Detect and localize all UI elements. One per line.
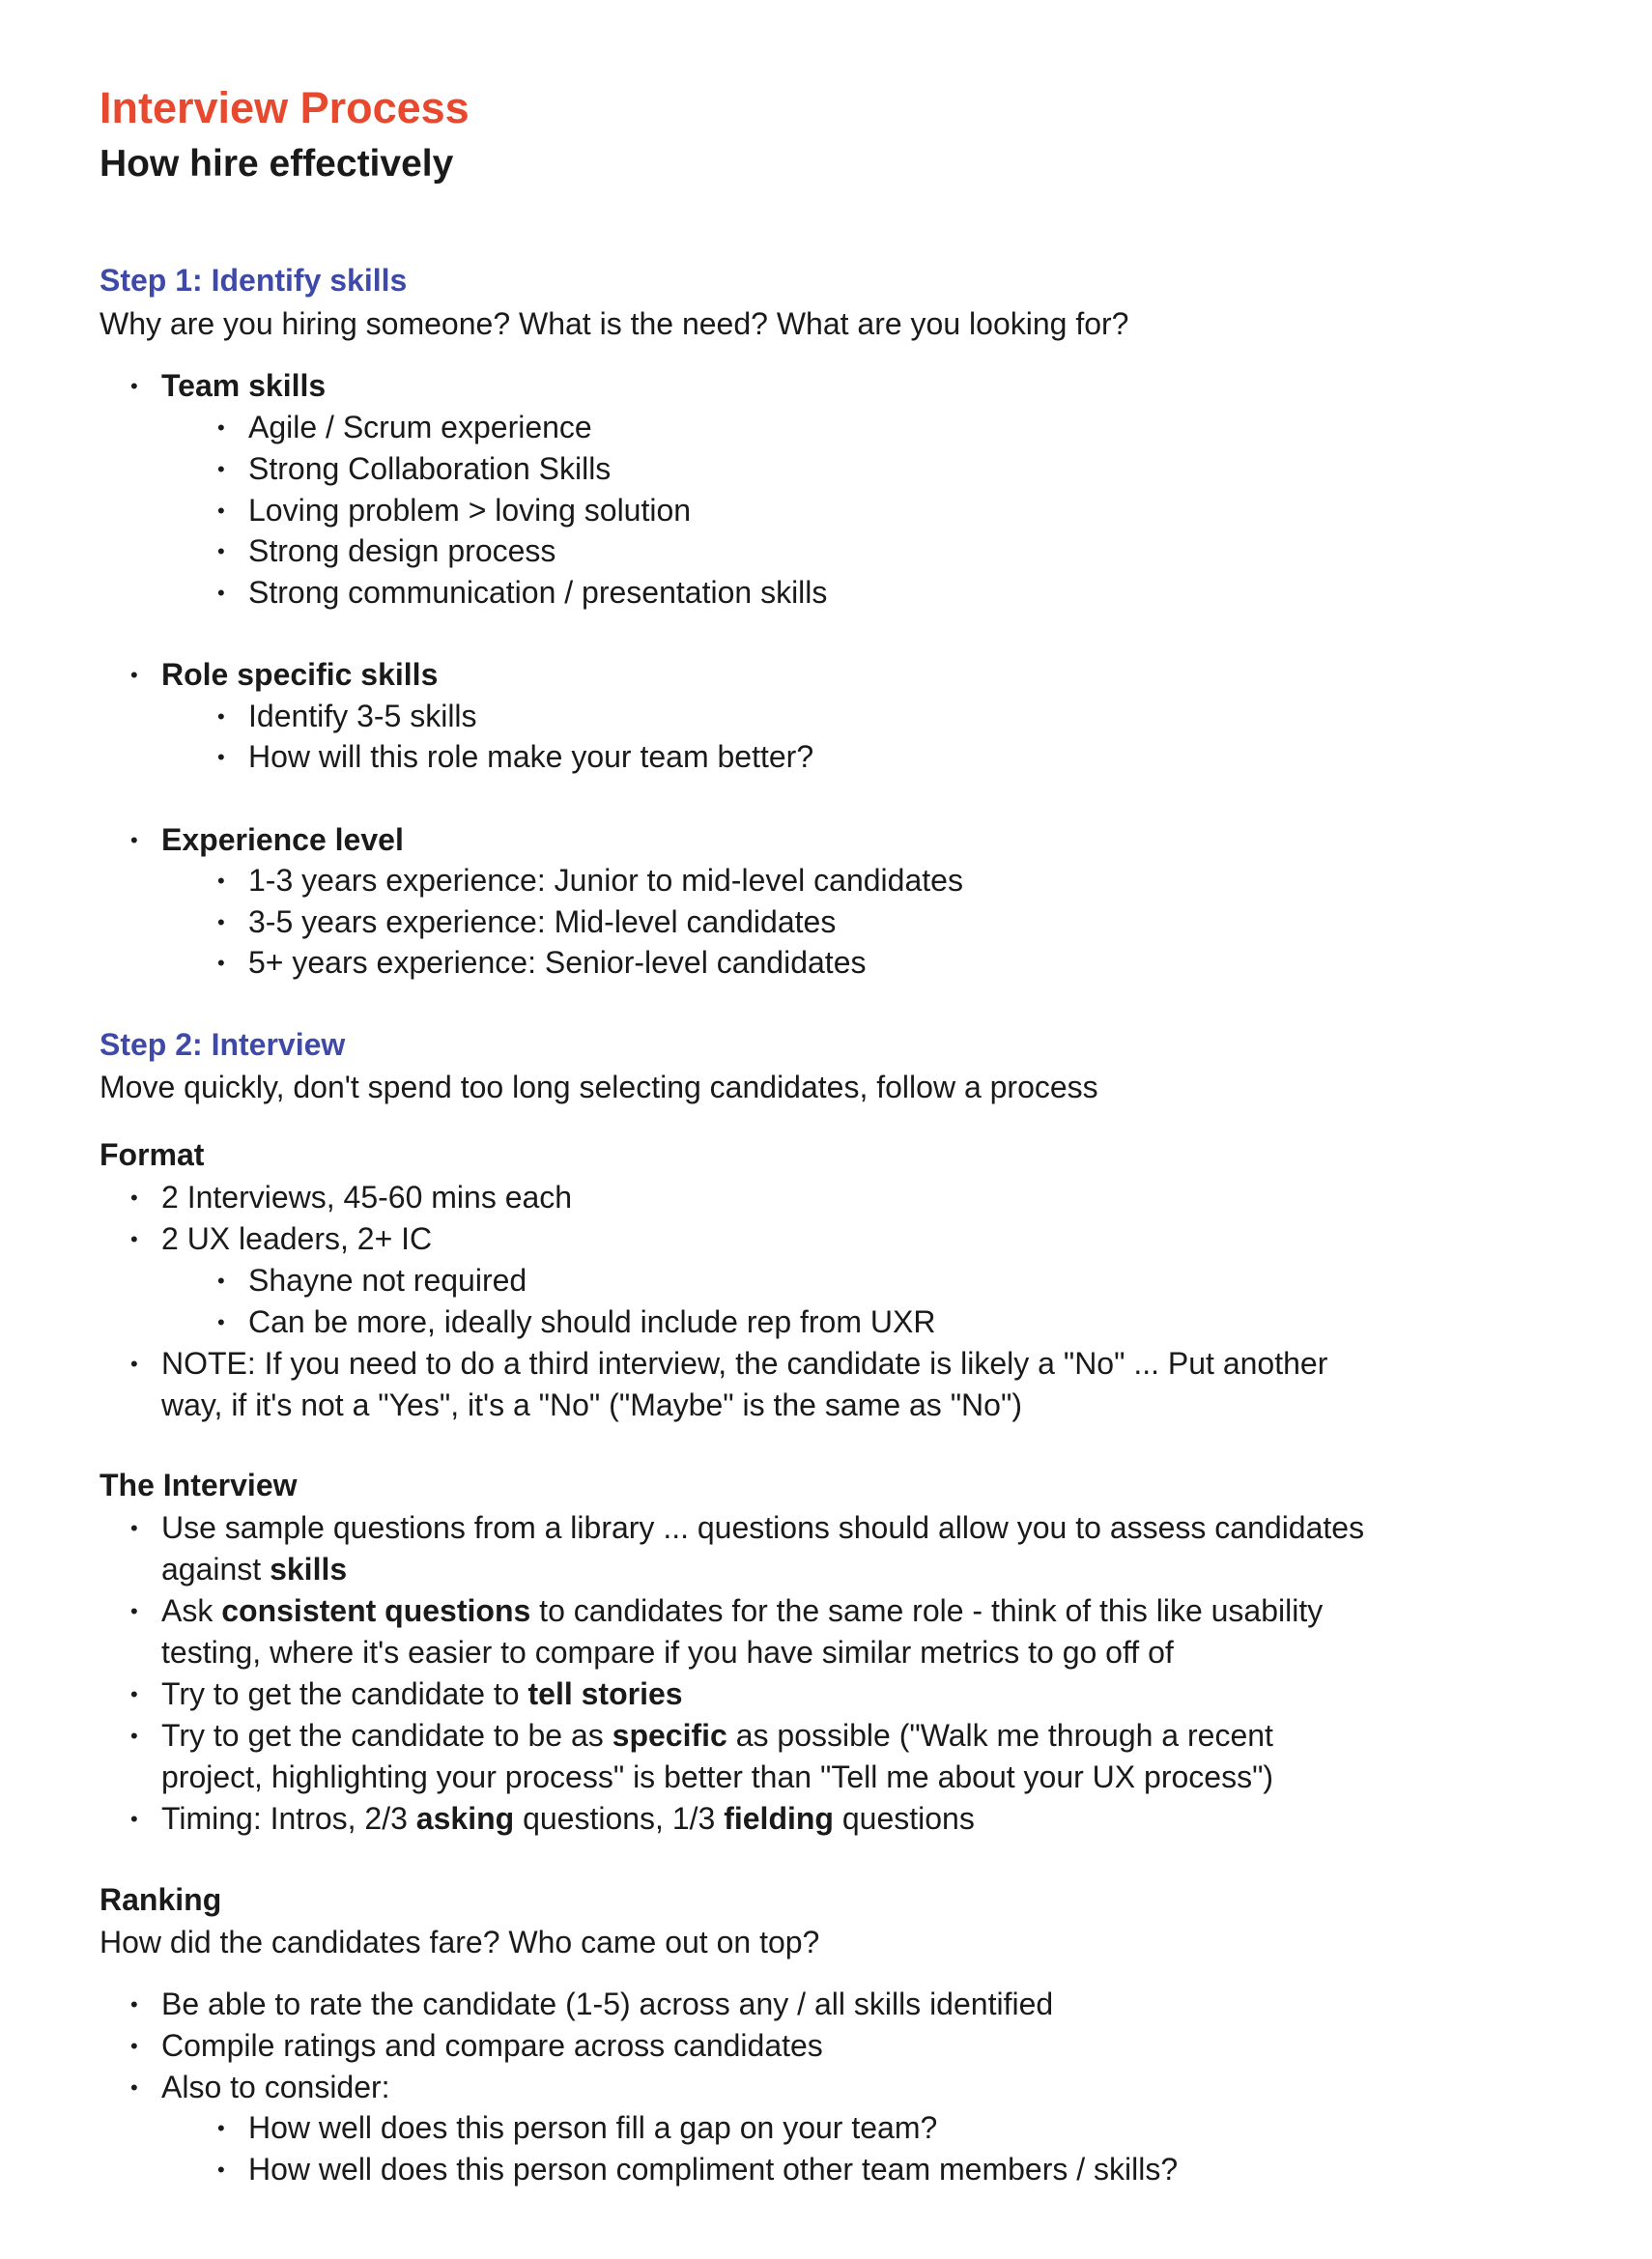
step2-intro: Move quickly, don't spend too long selecting candidates, follow a process [100, 1070, 1098, 1104]
list-item-text: Compile ratings and compare across candidates [161, 2028, 823, 2063]
list-item-text: Agile / Scrum experience [248, 410, 592, 444]
list-item-text: Shayne not required [248, 1263, 527, 1298]
page-subtitle: How hire effectively [100, 143, 454, 185]
format-heading: Format [100, 1137, 205, 1172]
list-item-text: 1-3 years experience: Junior to mid-level candidates [248, 863, 963, 898]
bullet-icon: • [130, 1992, 138, 2016]
list-item [217, 448, 1408, 490]
bullet-icon: • [130, 1186, 138, 1210]
bullet-icon: • [130, 1516, 138, 1540]
list-item [217, 1260, 1408, 1301]
step1-intro: Why are you hiring someone? What is the need? What are you looking for? [100, 306, 1129, 341]
note-line-1: NOTE: If you need to do a third interview, the candidate is likely a "No" ... Put another [161, 1346, 1328, 1381]
list-item-text: Also to consider: [161, 2070, 390, 2104]
list-item-text: Be able to rate the candidate (1-5) across any / all skills identified [161, 1987, 1054, 2021]
list-item-text: 3-5 years experience: Mid-level candidates [248, 904, 837, 939]
bullet-icon: • [130, 1227, 138, 1251]
list-item [217, 530, 1408, 572]
list-item [130, 2025, 1398, 2067]
bold-text: skills [270, 1552, 348, 1587]
bullet-icon: • [217, 2116, 225, 2140]
list-item [217, 1301, 1408, 1343]
list-item-text: 5+ years experience: Senior-level candidates [248, 945, 867, 980]
bullet-icon: • [217, 2158, 225, 2182]
interview-item-library [130, 1507, 1398, 1590]
list-item [217, 860, 1408, 901]
bullet-icon: • [217, 457, 225, 481]
list-item-text: Strong design process [248, 533, 556, 568]
bullet-icon: • [130, 828, 138, 852]
the-interview-heading: The Interview [100, 1468, 298, 1502]
list-item-text: Identify 3-5 skills [248, 699, 477, 733]
list-item-text: How will this role make your team better? [248, 739, 814, 774]
list-item [217, 572, 1408, 614]
list-item [217, 2149, 1408, 2190]
step2-heading: Step 2: Interview [100, 1027, 346, 1062]
step1-heading: Step 1: Identify skills [100, 263, 408, 298]
bullet-icon: • [130, 2075, 138, 2100]
experience-level-item [130, 819, 1398, 861]
bullet-icon: • [217, 704, 225, 729]
bold-text: specific [612, 1718, 727, 1753]
bullet-icon: • [130, 663, 138, 687]
list-item-text: Use sample questions from a library ... questions should allow you to assess candidates [161, 1510, 1365, 1545]
list-item [217, 942, 1408, 984]
list-item-text: 2 Interviews, 45-60 mins each [161, 1180, 573, 1215]
bold-text: asking [415, 1801, 515, 1836]
bullet-icon: • [130, 1599, 138, 1623]
team-skills-label: Team skills [161, 368, 327, 403]
bold-text: consistent questions [221, 1593, 531, 1628]
list-item-text: Ask [161, 1593, 222, 1628]
bullet-icon: • [217, 499, 225, 523]
list-item [217, 736, 1408, 778]
ranking-heading: Ranking [100, 1882, 222, 1917]
list-item-text: Strong communication / presentation skills [248, 575, 828, 610]
list-item-text: testing, where it's easier to compare if you have similar metrics to go off of [161, 1635, 1174, 1670]
list-item-text: Try to get the candidate to [161, 1676, 528, 1711]
list-item-text: 2 UX leaders, 2+ IC [161, 1221, 433, 1256]
bullet-icon: • [217, 581, 225, 605]
list-item-text: questions, 1/3 [514, 1801, 725, 1836]
format-note-item [130, 1343, 1398, 1426]
list-item-text: as possible ("Walk me through a recent [726, 1718, 1273, 1753]
list-item-text: against [161, 1552, 271, 1587]
list-item-text: Can be more, ideally should include rep from UXR [248, 1304, 936, 1339]
bullet-icon: • [217, 951, 225, 975]
bold-text: tell stories [527, 1676, 683, 1711]
bullet-icon: • [217, 1269, 225, 1293]
list-item [130, 1218, 1398, 1260]
team-skills-item [130, 365, 1398, 407]
list-item-text: How well does this person compliment other team members / skills? [248, 2152, 1179, 2187]
bullet-icon: • [217, 910, 225, 934]
bullet-icon: • [130, 2034, 138, 2058]
experience-level-label: Experience level [161, 822, 404, 857]
list-item [217, 901, 1408, 943]
list-item [217, 490, 1408, 531]
bullet-icon: • [130, 374, 138, 398]
bullet-icon: • [217, 745, 225, 769]
list-item-text: Try to get the candidate to be as [161, 1718, 612, 1753]
list-item [130, 1177, 1398, 1218]
list-item [217, 2107, 1408, 2149]
list-item-text: questions [833, 1801, 975, 1836]
bullet-icon: • [130, 1807, 138, 1831]
role-skills-item [130, 654, 1398, 696]
list-item-text: Loving problem > loving solution [248, 493, 692, 528]
bullet-icon: • [217, 869, 225, 893]
list-item [130, 2067, 1398, 2108]
interview-item-specific [130, 1715, 1398, 1798]
list-item-text: Timing: Intros, 2/3 [161, 1801, 416, 1836]
bullet-icon: • [130, 1682, 138, 1706]
interview-item-consistent [130, 1590, 1398, 1673]
list-item [130, 1984, 1398, 2025]
list-item-text: Strong Collaboration Skills [248, 451, 612, 486]
ranking-intro: How did the candidates fare? Who came out on top? [100, 1925, 820, 1959]
role-skills-label: Role specific skills [161, 657, 439, 692]
page-title: Interview Process [100, 83, 470, 132]
list-item-text: to candidates for the same role - think of this like usability [530, 1593, 1324, 1628]
bold-text: fielding [724, 1801, 834, 1836]
list-item-text: project, highlighting your process" is better than "Tell me about your UX process") [161, 1759, 1274, 1794]
note-line-2: way, if it's not a "Yes", it's a "No" ("Maybe" is the same as "No") [161, 1387, 1022, 1422]
list-item [217, 696, 1408, 737]
bullet-icon: • [217, 415, 225, 440]
bullet-icon: • [217, 539, 225, 563]
list-item [217, 407, 1408, 448]
interview-item-stories [130, 1673, 1398, 1715]
bullet-icon: • [130, 1724, 138, 1748]
bullet-icon: • [217, 1310, 225, 1334]
list-item-text: How well does this person fill a gap on your team? [248, 2110, 938, 2145]
interview-item-timing [130, 1798, 1398, 1840]
bullet-icon: • [130, 1352, 138, 1376]
